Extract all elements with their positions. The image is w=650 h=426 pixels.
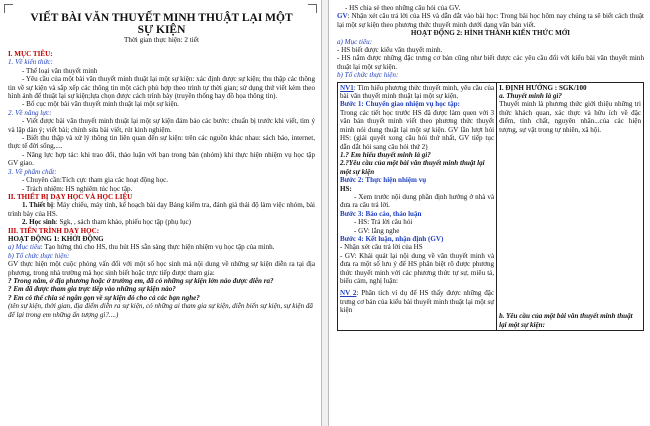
section-process: III. TIẾN TRÌNH DẠY HỌC: <box>8 226 100 235</box>
goal-item: - HS biết được kiểu văn thuyết minh. <box>337 46 443 55</box>
quality-item: - Trách nhiệm: HS nghiêm túc học tập. <box>22 184 133 193</box>
task-text: : Phân tích ví dụ để HS thấy được những đặc trưng cơ bản của kiểu bài thuyết minh thuật lại một sự kiện <box>340 289 495 315</box>
teacher-comment <box>337 12 644 29</box>
skill-item: - Viết được bài văn thuyết minh thuật lại một sự kiện đảm bảo các bước: chuẩn bị trước khi viết, tìm ý và lập dàn ý; viết bài; chỉnh sửa bài viết, rút kinh nghiệm. <box>8 117 315 134</box>
subsection-skills: 2. Về năng lực: <box>8 108 52 117</box>
equipment-label: 2. Học sinh <box>22 218 56 227</box>
question-item: ? Em có thể chia sẻ ngắn gọn về sự kiện đó cho cả các bạn nghe? <box>8 293 200 302</box>
content-subheading: b. Yêu cầu của một bài văn thuyết minh thuật lại một sự kiện: <box>499 312 633 329</box>
duration-text: Thời gian thực hiện: 2 tiết <box>124 36 199 44</box>
step-text: - Xem trước nội dung phần định hướng ở nhà và đưa ra câu trả lời. <box>340 192 495 210</box>
table-cell-content <box>497 82 644 330</box>
content-text: Thuyết minh là phương thức giới thiệu những tri thức khách quan, xác thực và hữu ích về đặc điểm, tính chất, nguyên nhân...của các hiện tượng, sự vật trong tự nhiên, xã hội. <box>499 100 641 134</box>
teacher-comment-text: : Nhận xét câu trả lời của HS và dẫn dắt vào bài học: Trong bài học hôm nay chúng ta sẽ biết cách thuật lại một sự kiện theo phương thức thuyết minh dưới dạng văn bản viết. <box>337 12 644 29</box>
equipment-label: 1. Thiết bị <box>22 201 53 210</box>
activity-goal <box>8 243 315 251</box>
question-item: 2.?Yêu cầu của một bài văn thuyết minh thuật lại một sự kiện <box>340 159 485 176</box>
teacher-instruction: GV thực hiện một cuộc phỏng vấn đối với một số học sinh mà nội dung về những sự kiện diễn ra tại địa phương, trong nhà trường mà học sinh biết hoặc trực tiếp được tham gia: <box>8 260 315 277</box>
step-text: - GV: Khái quát lại nội dung về văn thuyết minh và đưa ra một số lưu ý để HS phân biệt rõ được phương thức thuyết minh với các phương thức tự sự, miêu tả, biểu cảm, nghị luận: <box>340 251 495 285</box>
equipment-item <box>8 201 315 218</box>
question-item: 1.? Em hiểu thuyết minh là gì? <box>340 150 431 159</box>
page-right <box>328 0 650 426</box>
task-label: NV 2 <box>340 289 357 298</box>
quality-item: - Chuyên cần:Tích cực tham gia các hoạt động học. <box>22 176 169 185</box>
step-text: Trong các tiết học trước HS đã được làm quen với 3 văn bản thuyết minh viết theo phương thức thuyết minh nói dung thuật lại một sự kiện. GV lần lượt hỏi HS: (giải quyết xong câu hỏi thứ nhất, GV tiếp tục dẫn dắt hỏi sang câu hỏi thứ 2) <box>340 108 495 151</box>
student-label: HS: <box>340 184 352 193</box>
question-item: ? Trong năm, ở địa phương hoặc ở trường em, đã có những sự kiện lớn nào được diễn ra? <box>8 276 274 285</box>
equipment-text: : Máy chiếu, máy tính, kế hoạch bài dạy Bảng kiểm tra, đánh giá thái độ làm việc nhóm, bài trình bày của HS. <box>8 201 315 218</box>
knowledge-item: - Yêu cầu của một bài văn thuyết minh thuật lại một sự kiện: xác định được sự kiện; thu thập các thông tin về sự kiện và sắp xếp các thông tin một cách phù hợp theo trình tự thời gian; sử dụng thứ viết kèm theo hình ảnh để thuật lại sự kiện;lựa chọn được cách trình bày (truyền thống hay đồ họa thông tin). <box>8 75 315 101</box>
page-corner-mark <box>308 4 317 13</box>
step-heading: Bước 4: Kết luận, nhận định (GV) <box>340 234 444 243</box>
page-corner-mark <box>4 4 13 13</box>
question-note: (tên sự kiện, thời gian, địa điểm diễn ra sự kiện, có những ai tham gia sự kiện, diễn biến sự kiện, sự kiện đã để lại trong em những ấn tượng gì?....) <box>8 302 313 319</box>
task-1 <box>340 84 494 101</box>
knowledge-item: - Bố cục một bài văn thuyết minh thuật lại một sự kiện. <box>22 100 179 109</box>
document-title <box>8 12 315 36</box>
goal-label: a) Mục tiêu <box>8 243 41 252</box>
step-text: - Nhận xét câu trả lời của HS <box>340 243 423 252</box>
step-text: - GV: lắng nghe <box>354 226 400 235</box>
section-objectives: I. MỤC TIÊU: <box>8 50 53 58</box>
skill-item: - Biết thu thập và xử lý thông tin liên quan đến sự kiện: trên các nguồn khác nhau: sách báo, internet, thực tế đời sống,.... <box>8 134 315 151</box>
question-item: ? Em đã được tham gia trực tiếp vào những sự kiện nào? <box>8 285 176 294</box>
equipment-item <box>8 218 315 226</box>
page-left <box>0 0 322 426</box>
task-label: NV1 <box>340 83 354 92</box>
table-cell-activities <box>338 82 497 330</box>
subsection-qualities: 3. Về phẩm chất: <box>8 167 57 176</box>
organization-heading: b) Tổ chức thực hiện: <box>8 251 70 260</box>
content-subheading: a. Thuyết minh là gì? <box>499 92 562 101</box>
step-heading: Bước 1: Chuyển giao nhiệm vụ học tập: <box>340 100 460 109</box>
goal-item: - HS nắm được những đặc trưng cơ bản cũng như biết được các yêu cầu đối với kiểu bài văn thuyết minh thuật lại một sự kiện. <box>337 54 644 71</box>
table-row <box>338 82 644 330</box>
activity-heading: HOẠT ĐỘNG 1: KHỞI ĐỘNG <box>8 234 104 243</box>
orientation-heading: I. ĐỊNH HƯỚNG : SGK/100 <box>499 83 587 92</box>
teacher-label: GV <box>337 12 348 21</box>
organization-heading: b) Tổ chức thực hiện: <box>337 71 399 80</box>
goal-text: : Tạo hứng thú cho HS, thu hút HS sẵn sàng thực hiện nhiệm vụ học tập của mình. <box>40 243 275 252</box>
lesson-table <box>337 82 644 331</box>
student-share-line: - HS chia sẻ theo những câu hỏi của GV. <box>345 4 461 12</box>
activity-heading: HOẠT ĐỘNG 2: HÌNH THÀNH KIẾN THỨC MỚI <box>410 29 571 38</box>
task-2 <box>340 289 494 314</box>
subsection-knowledge: 1. Về kiến thức: <box>8 58 53 67</box>
task-text: : Tìm hiểu phương thức thuyết minh, yêu cầu của bài văn thuyết minh thuật lại một sự kiện. <box>340 83 495 101</box>
equipment-text: : Sgk, , sách tham khảo, phiếu học tập (phụ lục) <box>55 218 192 227</box>
title-line-2: SỰ KIỆN <box>137 24 186 36</box>
title-line-1: VIẾT BÀI VĂN THUYẾT MINH THUẬT LẠI MỘT <box>30 12 293 24</box>
step-heading: Bước 3: Báo cáo, thảo luận <box>340 209 422 218</box>
knowledge-item: - Thể loại văn thuyết minh <box>22 66 98 75</box>
skill-item: - Năng lực hợp tác: khi trao đổi, thảo luận với bạn trong bàn (nhóm) khi thực hiện nhiệm vụ học tập GV giao. <box>8 150 315 168</box>
section-equipment: II. THIẾT BỊ DẠY HỌC VÀ HỌC LIỆU <box>8 192 133 201</box>
step-text: - HS: Trả lời câu hỏi <box>354 218 413 227</box>
goal-heading: a) Mục tiêu: <box>337 37 373 46</box>
step-heading: Bước 2: Thực hiện nhiệm vụ <box>340 176 427 185</box>
